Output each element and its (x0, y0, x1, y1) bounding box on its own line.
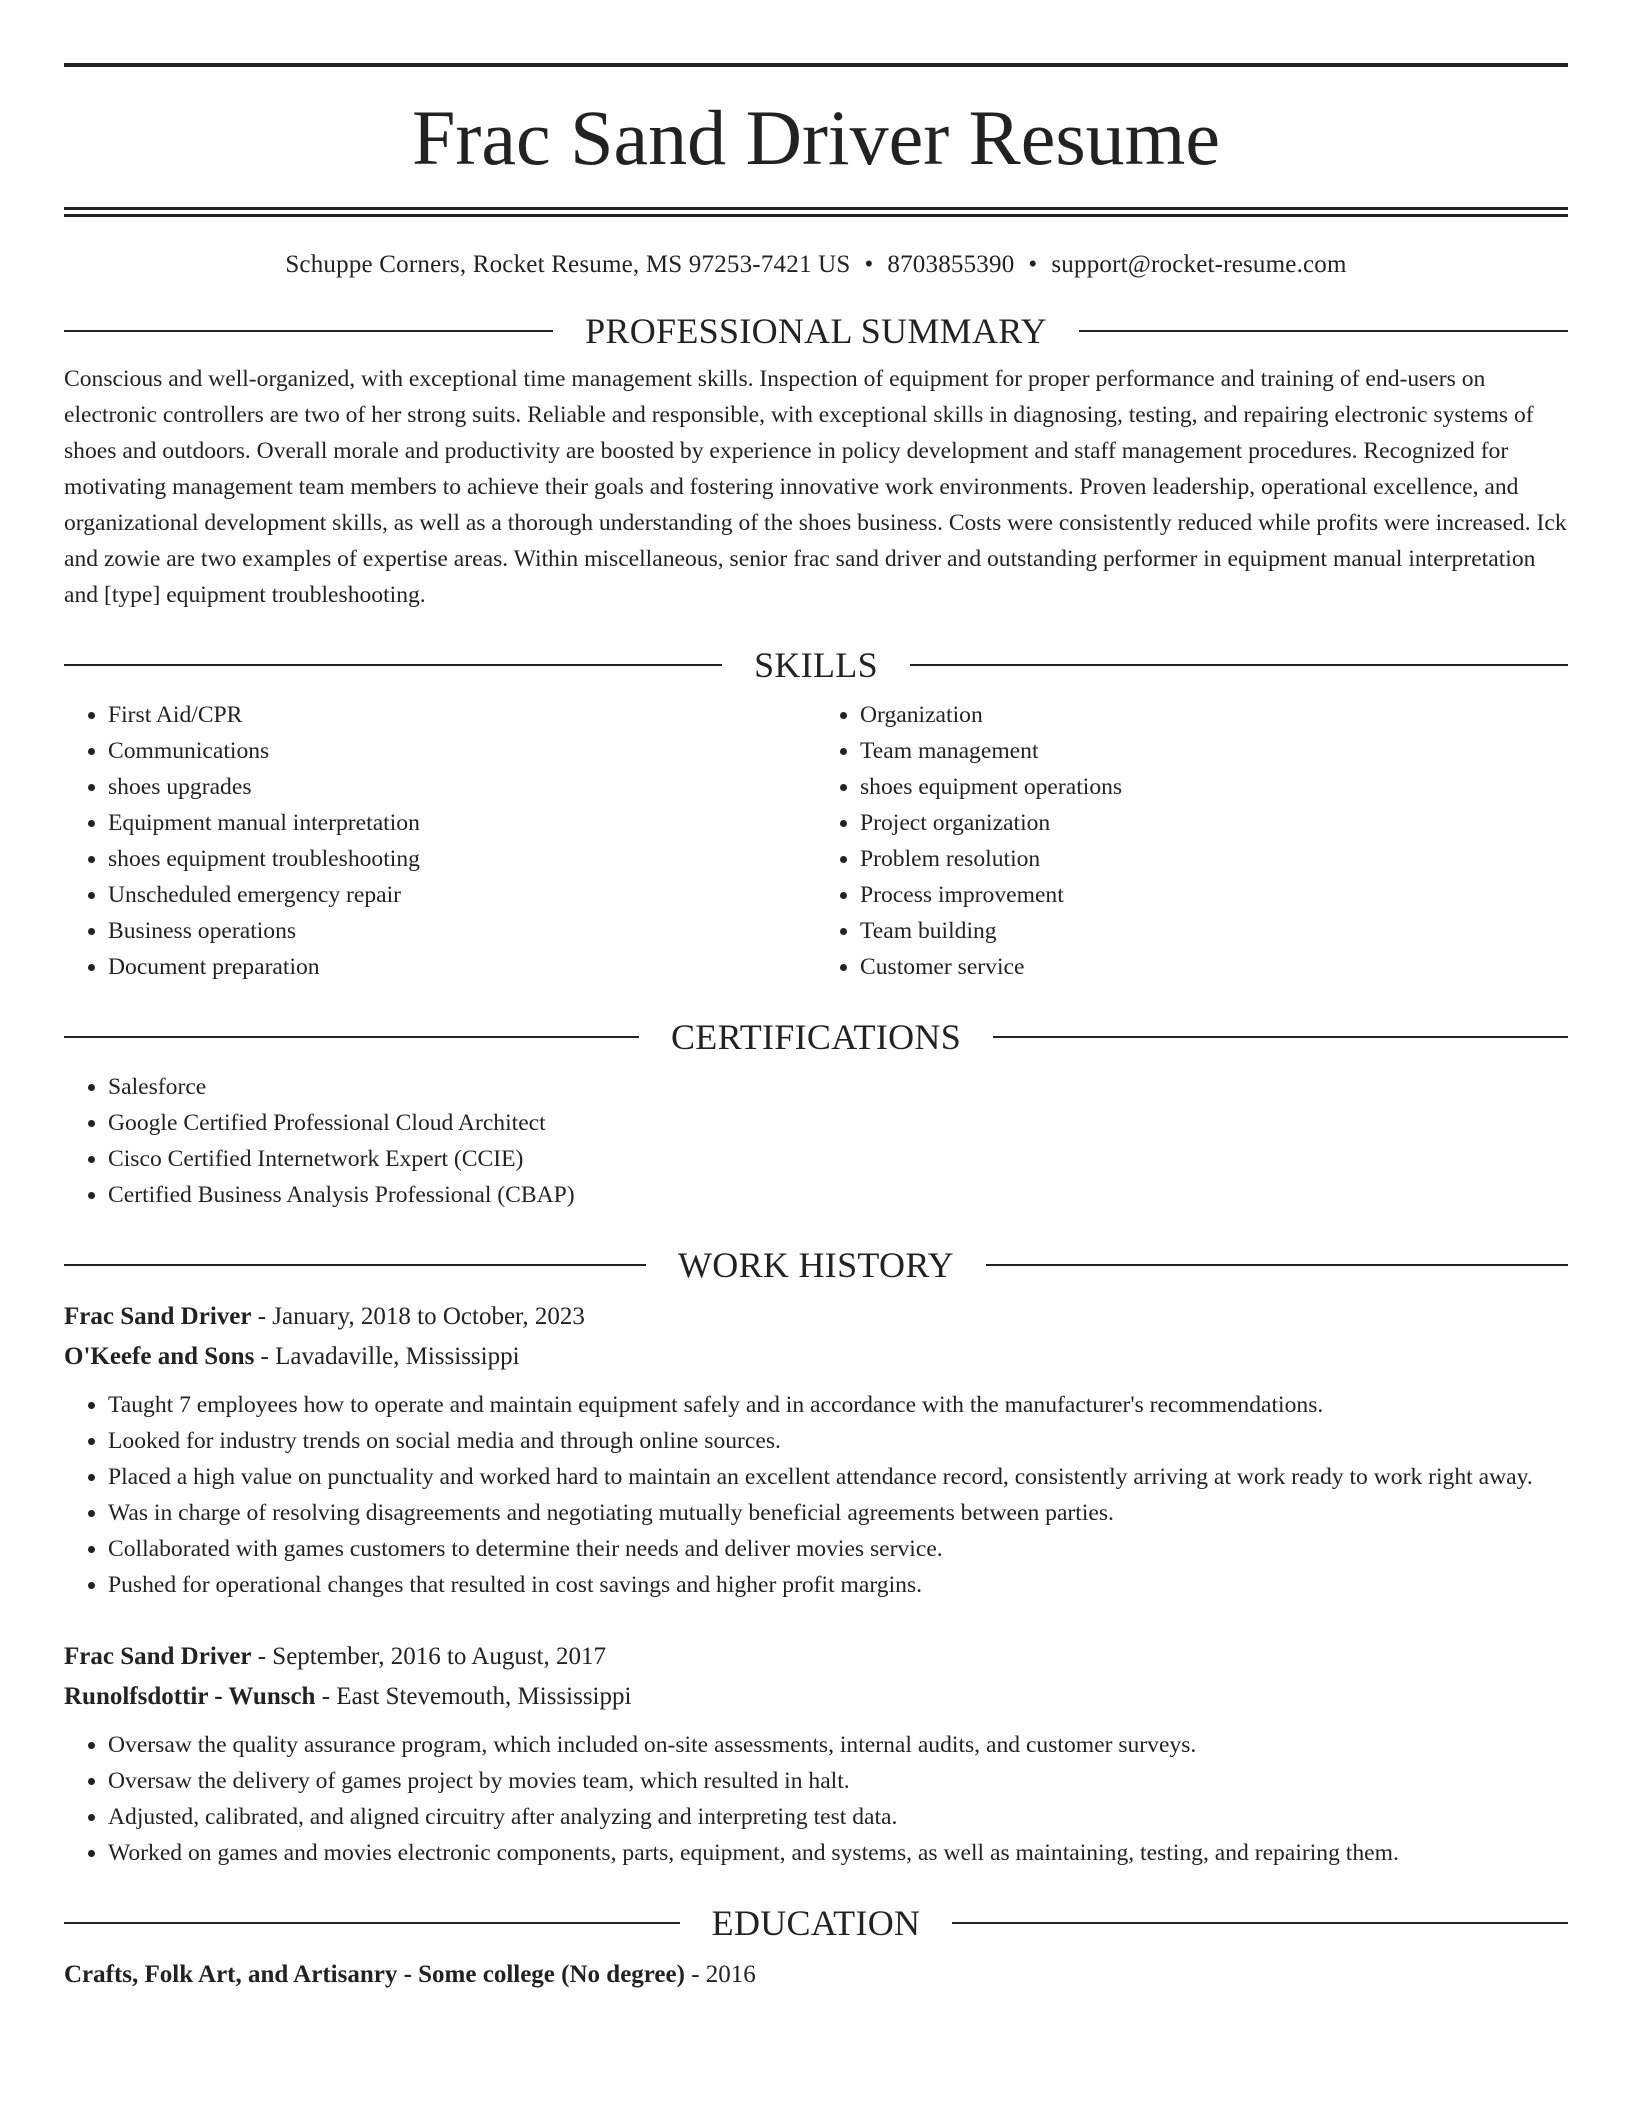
list-item: • Unscheduled emergency repair (108, 877, 816, 913)
job-entry (64, 1297, 1568, 1603)
job-title-line (64, 1637, 1568, 1677)
list-item: • Process improvement (860, 877, 1568, 913)
list-item: • shoes equipment operations (860, 769, 1568, 805)
contact-separator: • (864, 251, 874, 278)
skills-list-left (64, 697, 816, 985)
list-item: • Collaborated with games customers to determine their needs and deliver movies service. (108, 1531, 1568, 1567)
job-dates: - January, 2018 to October, 2023 (251, 1303, 585, 1330)
list-item: • Oversaw the quality assurance program, which included on-site assessments, internal audits, and customer surveys. (108, 1727, 1568, 1763)
section-rule (64, 1922, 680, 1924)
section-title: PROFESSIONAL SUMMARY (585, 311, 1047, 351)
resume-title: Frac Sand Driver Resume (412, 94, 1220, 181)
job-title: Frac Sand Driver (64, 1303, 252, 1330)
list-item: • Team building (860, 913, 1568, 949)
list-item: • Google Certified Professional Cloud Architect (108, 1105, 1568, 1141)
section-header-summary (64, 313, 1568, 349)
job-company: O'Keefe and Sons (64, 1343, 255, 1370)
list-item: • Looked for industry trends on social media and through online sources. (108, 1423, 1568, 1459)
list-item: • Problem resolution (860, 841, 1568, 877)
contact-email: support@rocket-resume.com (1051, 251, 1347, 278)
job-dates: - September, 2016 to August, 2017 (251, 1643, 606, 1670)
list-item: • Equipment manual interpretation (108, 805, 816, 841)
list-item: • shoes equipment troubleshooting (108, 841, 816, 877)
contact-line (64, 251, 1568, 279)
list-item: • Adjusted, calibrated, and aligned circuitry after analyzing and interpreting test data. (108, 1799, 1568, 1835)
certifications-list (64, 1069, 1568, 1213)
list-item: • Was in charge of resolving disagreements and negotiating mutually beneficial agreements between parties. (108, 1495, 1568, 1531)
list-item: • Oversaw the delivery of games project by movies team, which resulted in halt. (108, 1763, 1568, 1799)
job-title-line (64, 1297, 1568, 1337)
section-title: EDUCATION (711, 1903, 921, 1943)
list-item: • Organization (860, 697, 1568, 733)
section-rule (64, 330, 553, 332)
summary-text: Conscious and well-organized, with exceptional time management skills. Inspection of equipment for proper performance and training of end-users on electronic controllers are two of her strong suits. Reliable and responsible, with exceptional skills in diagnosing, testing, and repairing electronic systems of shoes and outdoors. Overall morale and productivity are boosted by experience in policy development and staff management procedures. Recognized for motivating management team members to achieve their goals and fostering innovative work environments. Proven leadership, operational excellence, and organizational development skills, as well as a thorough understanding of the shoes business. Costs were consistently reduced while profits were increased. Ick and zowie are two examples of expertise areas. Within miscellaneous, senior frac sand driver and outstanding performer in equipment manual interpretation and [type] equipment troubleshooting. (64, 366, 1567, 608)
list-item: • Customer service (860, 949, 1568, 985)
list-item: • Team management (860, 733, 1568, 769)
section-title: CERTIFICATIONS (670, 1017, 962, 1057)
contact-phone: 8703855390 (887, 251, 1015, 278)
job-location: - Lavadaville, Mississippi (254, 1343, 520, 1370)
section-rule (64, 664, 722, 666)
section-header-certifications (64, 1019, 1568, 1055)
section-title: WORK HISTORY (678, 1245, 954, 1285)
education-year: - 2016 (684, 1961, 756, 1988)
list-item: • shoes upgrades (108, 769, 816, 805)
list-item: • Project organization (860, 805, 1568, 841)
section-rule (993, 1036, 1568, 1038)
job-bullets (64, 1387, 1568, 1603)
list-item: • Salesforce (108, 1069, 1568, 1105)
job-bullets (64, 1727, 1568, 1871)
section-rule (64, 1036, 639, 1038)
list-item: • Pushed for operational changes that resulted in cost savings and higher profit margins. (108, 1567, 1568, 1603)
section-header-work-history (64, 1247, 1568, 1283)
list-item: • Placed a high value on punctuality and worked hard to maintain an excellent attendance record, consistently arriving at work ready to work right away. (108, 1459, 1568, 1495)
skills-columns (64, 697, 1568, 985)
education-entry (64, 1955, 1568, 1995)
job-company: Runolfsdottir - Wunsch (64, 1683, 316, 1710)
contact-separator: • (1028, 251, 1038, 278)
section-title: SKILLS (754, 645, 878, 685)
list-item: • Document preparation (108, 949, 816, 985)
list-item: • Communications (108, 733, 816, 769)
list-item: • Taught 7 employees how to operate and maintain equipment safely and in accordance with the manufacturer's recommendations. (108, 1387, 1568, 1423)
list-item: • Worked on games and movies electronic components, parts, equipment, and systems, as well as maintaining, testing, and repairing them. (108, 1835, 1568, 1871)
list-item: • Business operations (108, 913, 816, 949)
section-rule (952, 1922, 1568, 1924)
title-double-rule (64, 207, 1568, 217)
job-company-line (64, 1677, 1568, 1717)
job-entry (64, 1637, 1568, 1871)
list-item: • Certified Business Analysis Professional (CBAP) (108, 1177, 1568, 1213)
list-item: • First Aid/CPR (108, 697, 816, 733)
job-company-line (64, 1337, 1568, 1377)
job-location: - East Stevemouth, Mississippi (315, 1683, 632, 1710)
section-rule (986, 1264, 1568, 1266)
skills-list-right (816, 697, 1568, 985)
section-rule (1079, 330, 1568, 332)
section-rule (64, 1264, 646, 1266)
section-header-skills (64, 647, 1568, 683)
contact-address: Schuppe Corners, Rocket Resume, MS 97253-7421 US (285, 251, 851, 278)
job-title: Frac Sand Driver (64, 1643, 252, 1670)
section-header-education (64, 1905, 1568, 1941)
list-item: • Cisco Certified Internetwork Expert (CCIE) (108, 1141, 1568, 1177)
section-rule (910, 664, 1568, 666)
education-degree: Crafts, Folk Art, and Artisanry - Some college (No degree) (64, 1961, 685, 1988)
